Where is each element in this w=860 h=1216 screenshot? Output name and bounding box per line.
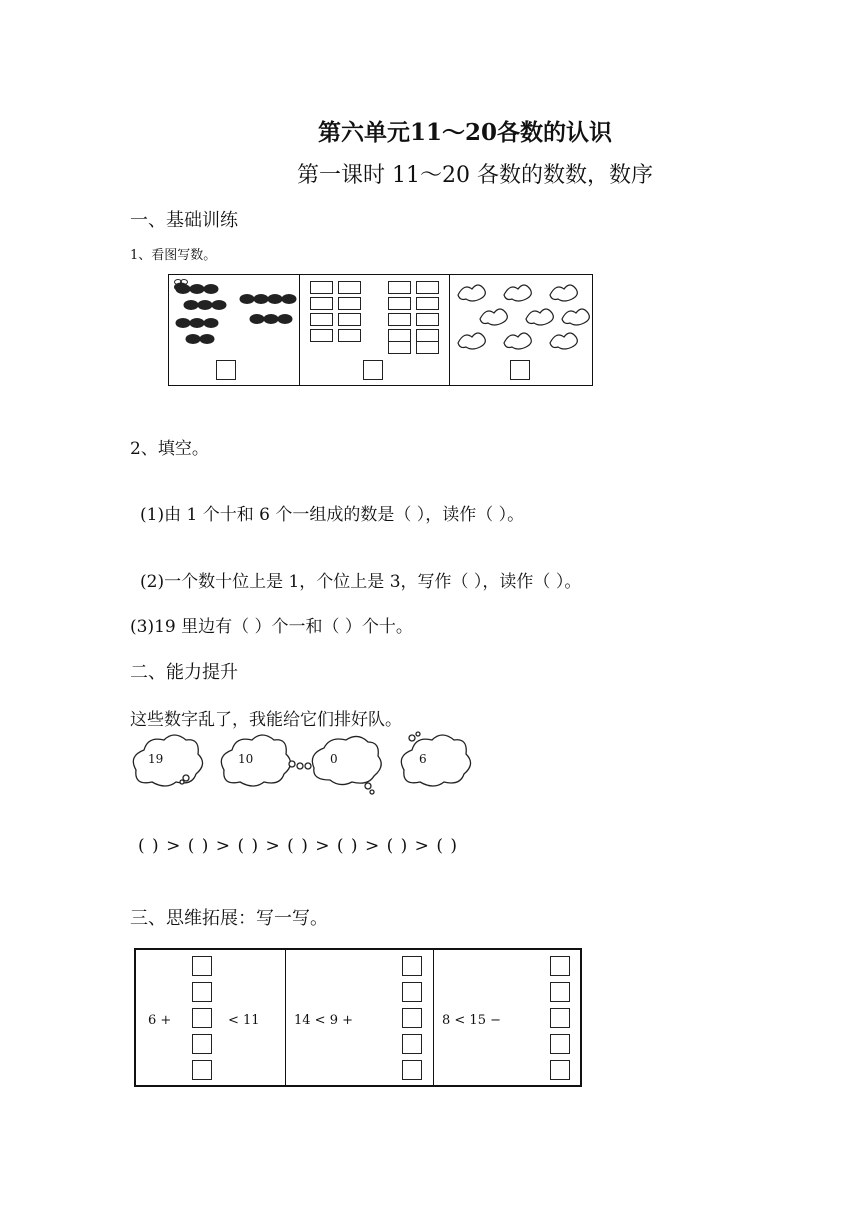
cell3-box-1[interactable]	[550, 956, 570, 976]
cell2-box-1[interactable]	[402, 956, 422, 976]
block	[310, 329, 333, 342]
block	[338, 313, 361, 326]
cloud-number-3: 0	[330, 752, 338, 766]
cell3-left: 8 < 15 −	[442, 1013, 501, 1028]
section3-heading: 三、思维拓展：写一写。	[130, 908, 328, 929]
block	[310, 297, 333, 310]
block	[416, 313, 439, 326]
cloud-number-1: 19	[148, 752, 164, 766]
answer-box-bees[interactable]	[216, 360, 236, 380]
section2-prompt: 这些数字乱了，我能给它们排好队。	[130, 710, 402, 730]
inequality-table	[134, 948, 582, 1087]
q2-item-1: (1)由 1 个十和 6 个一组成的数是（ ），读作（ ）。	[140, 505, 525, 525]
block	[388, 341, 411, 354]
cell2-box-4[interactable]	[402, 1034, 422, 1054]
cell3-box-5[interactable]	[550, 1060, 570, 1080]
cloud-number-2: 10	[238, 752, 254, 766]
animals-panel	[449, 274, 593, 386]
cell1-box-1[interactable]	[192, 956, 212, 976]
q2-item-3: (3)19 里边有（ ）个一和（ ）个十。	[130, 617, 413, 637]
section2-heading: 二、能力提升	[130, 662, 238, 683]
cell2-left: 14 < 9 +	[294, 1013, 353, 1028]
order-answer-line: ( ) > ( ) > ( ) > ( ) > ( ) > ( ) > ( )	[138, 836, 458, 856]
cloud-number-4: 6	[419, 752, 427, 766]
block	[310, 313, 333, 326]
block	[388, 297, 411, 310]
animals-illustration	[450, 275, 594, 355]
q2-label: 2、填空。	[130, 439, 209, 459]
page-title: 第六单元11～20各数的认识	[317, 119, 612, 146]
answer-box-animals[interactable]	[510, 360, 530, 380]
cell1-right: < 11	[228, 1013, 260, 1028]
cell2-box-2[interactable]	[402, 982, 422, 1002]
section1-heading: 一、基础训练	[130, 210, 238, 231]
cell3-box-4[interactable]	[550, 1034, 570, 1054]
block	[338, 329, 361, 342]
cell2-box-3[interactable]	[402, 1008, 422, 1028]
cell1-box-5[interactable]	[192, 1060, 212, 1080]
cell2-box-5[interactable]	[402, 1060, 422, 1080]
block	[338, 297, 361, 310]
bees-panel	[168, 274, 300, 386]
block	[338, 281, 361, 294]
block	[388, 281, 411, 294]
cell1-box-4[interactable]	[192, 1034, 212, 1054]
cell1-box-3[interactable]	[192, 1008, 212, 1028]
blocks-panel	[299, 274, 450, 386]
block	[310, 281, 333, 294]
cell1-box-2[interactable]	[192, 982, 212, 1002]
block	[388, 313, 411, 326]
cell1-left: 6 +	[148, 1013, 172, 1028]
block	[416, 341, 439, 354]
bees-illustration	[169, 275, 301, 355]
cell3-box-3[interactable]	[550, 1008, 570, 1028]
answer-box-blocks[interactable]	[363, 360, 383, 380]
number-clouds	[128, 730, 488, 800]
cell3-box-2[interactable]	[550, 982, 570, 1002]
q2-item-2: (2)一个数十位上是 1，个位上是 3，写作（ ），读作（ ）。	[140, 572, 582, 592]
block	[416, 297, 439, 310]
block	[416, 281, 439, 294]
q1-label: 1、看图写数。	[130, 248, 217, 263]
page-subtitle: 第一课时 11～20 各数的数数，数序	[297, 163, 653, 188]
